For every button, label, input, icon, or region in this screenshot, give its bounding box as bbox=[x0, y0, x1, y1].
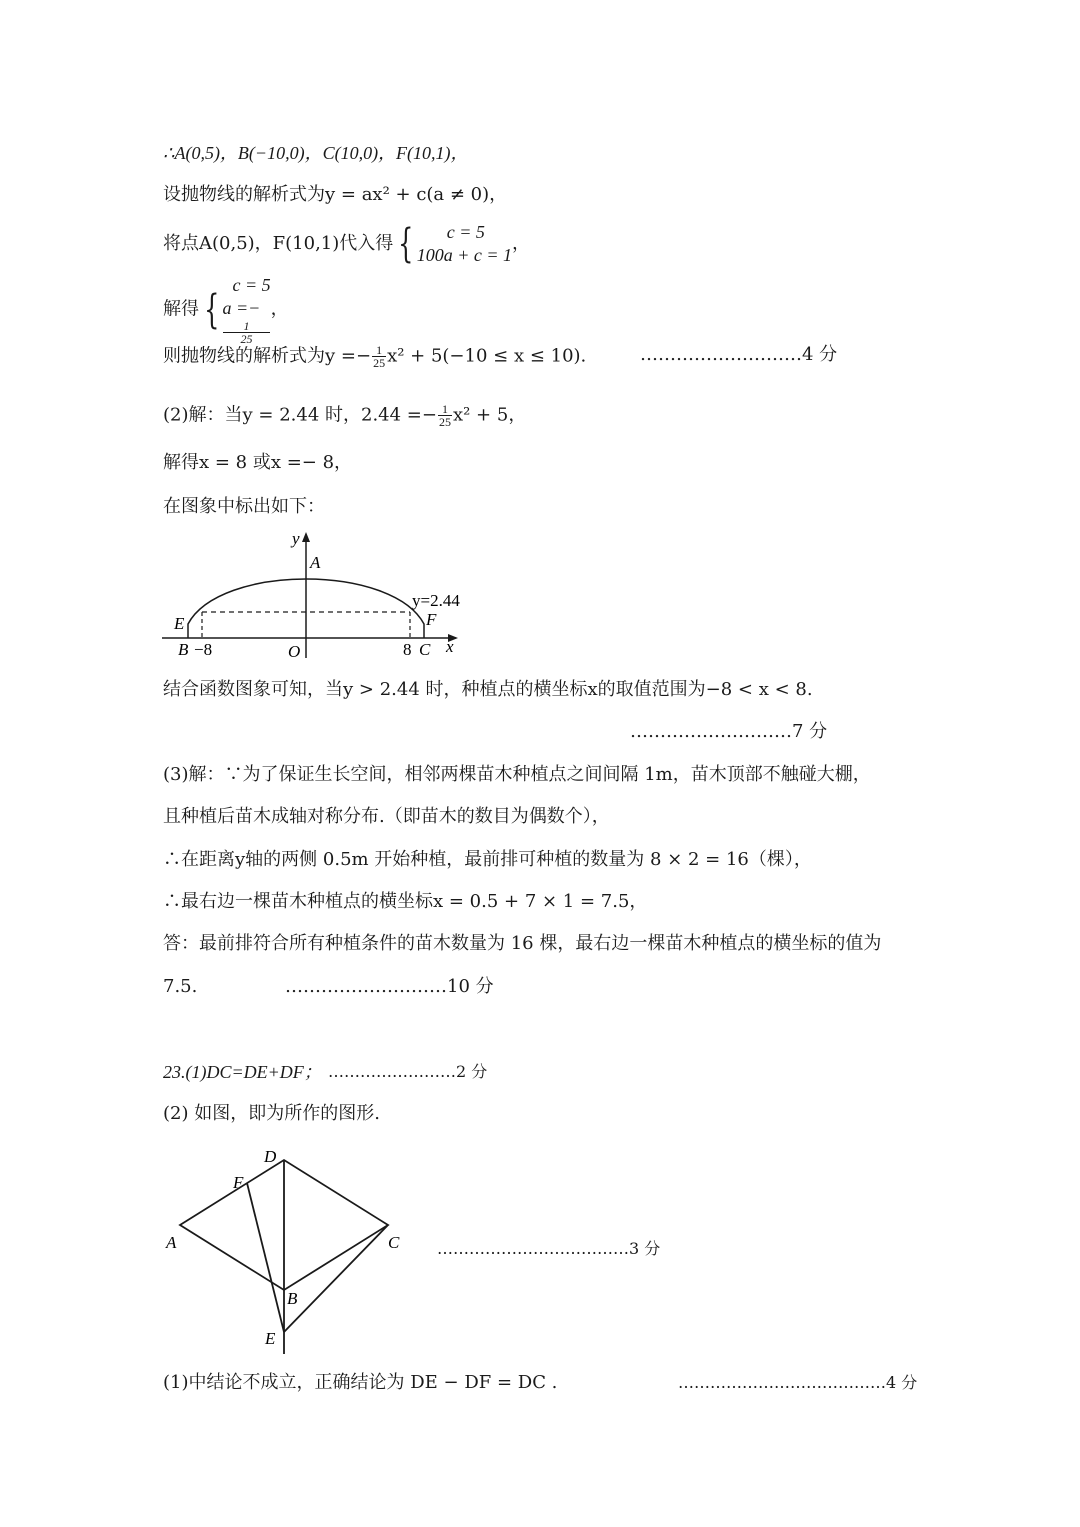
part3-line5: 答：最前排符合所有种植条件的苗木数量为 16 棵，最右边一棵苗木种植点的横坐标的值为 bbox=[163, 933, 882, 954]
q23-line1: 23.(1)DC=DE+DF； bbox=[163, 1062, 322, 1082]
part3-line6: 7.5. bbox=[163, 976, 198, 997]
part2-conclusion: 结合函数图象可知，当y > 2.44 时，种植点的横坐标x的取值范围为−8 < x < 8. bbox=[163, 679, 813, 700]
part3-line4: ∴最右边一棵苗木种植点的横坐标x = 0.5 + 7 × 1 = 7.5， bbox=[163, 891, 648, 912]
y-axis-arrow bbox=[302, 532, 310, 542]
score-4: ………………………4 分 bbox=[640, 344, 838, 365]
line-fe bbox=[247, 1183, 284, 1332]
y-axis-label: y bbox=[292, 529, 300, 548]
origin-label: O bbox=[288, 642, 301, 661]
equation-system-2: c = 5 a =− 1 25 bbox=[222, 275, 271, 346]
label-d: D bbox=[264, 1147, 277, 1166]
brace-2: { bbox=[204, 286, 220, 333]
equation-system-1: c = 5 100a + c = 1 bbox=[416, 222, 513, 265]
x-axis-label: x bbox=[446, 637, 454, 656]
substitute-line: 将点A(0,5)，F(10,1)代入得 { c = 5 100a + c = 1 ， bbox=[163, 221, 531, 267]
q23-line3: (1)中结论不成立，正确结论为 DE − DF = DC . bbox=[163, 1372, 558, 1393]
part2-line1: (2)解：当y = 2.44 时，2.44 =− $\frac{1}{25}$ x² + 5， bbox=[163, 402, 527, 429]
label-e: E bbox=[265, 1329, 276, 1348]
score-7: ………………………7 分 bbox=[630, 721, 828, 742]
q23-score-4: …………………………………4 分 bbox=[678, 1373, 918, 1392]
label-b: B bbox=[287, 1289, 298, 1308]
label-c: C bbox=[388, 1233, 400, 1252]
point-e-label: E bbox=[174, 614, 185, 633]
q23-score-2: ……………………2 分 bbox=[328, 1062, 488, 1081]
part2-line3: 在图象中标出如下： bbox=[163, 496, 325, 517]
result-line: 则抛物线的解析式为y =− $\frac{1}{25}$ x² + 5(−10 ≤ x ≤ 10). bbox=[163, 343, 587, 370]
score-10: ………………………10 分 bbox=[285, 976, 494, 997]
point-f-label: F bbox=[426, 610, 437, 629]
tick-8-label: 8 bbox=[403, 640, 412, 659]
part3-line2: 且种植后苗木成轴对称分布.（即苗木的数目为偶数个）， bbox=[163, 806, 610, 827]
solve-line: 解得 { c = 5 a =− 1 25 ， bbox=[163, 275, 289, 346]
part3-line3: ∴在距离y轴的两侧 0.5m 开始种植，最前排可种植的数量为 8 × 2 = 16（棵）， bbox=[163, 849, 812, 870]
label-f: F bbox=[233, 1173, 244, 1192]
setup-line: 设抛物线的解析式为y = ax² + c(a ≠ 0)， bbox=[163, 184, 508, 205]
label-a: A bbox=[166, 1233, 177, 1252]
brace-1: { bbox=[398, 221, 414, 267]
line-y-label: y=2.44 bbox=[412, 591, 460, 610]
part3-line1: (3)解：∵为了保证生长空间，相邻两棵苗木种植点之间间隔 1m，苗木顶部不触碰大棚， bbox=[163, 764, 871, 785]
line-ce bbox=[284, 1225, 388, 1332]
point-b-label: B bbox=[178, 640, 189, 659]
parabola-graph bbox=[160, 528, 480, 668]
geometry-figure bbox=[160, 1140, 420, 1360]
tick-neg8-label: −8 bbox=[194, 640, 213, 659]
points-line: ∴A(0,5)，B(−10,0)，C(10,0)，F(10,1)， bbox=[163, 143, 469, 163]
q23-line2: (2) 如图，即为所作的图形. bbox=[163, 1103, 380, 1124]
point-a-label: A bbox=[310, 553, 321, 572]
part2-line2: 解得x = 8 或x =− 8， bbox=[163, 452, 353, 473]
q23-score-3: ………………………………3 分 bbox=[437, 1239, 661, 1258]
point-c-label: C bbox=[419, 640, 431, 659]
